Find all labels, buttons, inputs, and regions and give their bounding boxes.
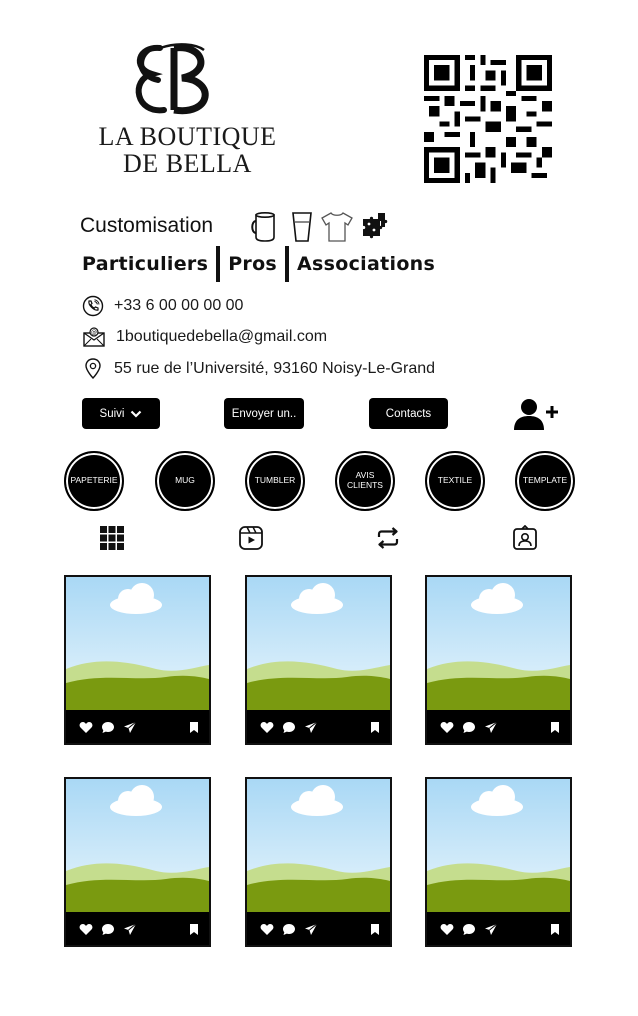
highlight-label: TEXTILE (437, 475, 473, 486)
bookmark-icon[interactable] (189, 721, 199, 734)
post-image (247, 577, 390, 710)
post-image (247, 779, 390, 912)
post-card[interactable] (64, 575, 211, 745)
highlight-textile[interactable] (425, 451, 485, 511)
heart-icon[interactable] (79, 721, 93, 734)
mug-icon (250, 211, 284, 243)
highlight-tumbler[interactable] (245, 451, 305, 511)
highlight-label: TEMPLATE (522, 475, 568, 486)
grid-icon[interactable] (99, 525, 125, 551)
highlight-label: PAPETERIE (70, 475, 118, 486)
share-icon[interactable] (123, 923, 137, 936)
post-card[interactable] (64, 777, 211, 947)
post-action-bar (247, 710, 390, 745)
tshirt-icon (320, 210, 354, 244)
message-button-label: Envoyer un.. (231, 407, 297, 420)
comment-icon[interactable] (462, 721, 476, 734)
heart-icon[interactable] (260, 923, 274, 936)
email-icon (82, 326, 106, 348)
post-card[interactable] (245, 777, 392, 947)
post-image (427, 779, 570, 912)
highlight-papeterie[interactable] (64, 451, 124, 511)
post-card[interactable] (425, 777, 572, 947)
phone-number: +33 6 00 00 00 00 (114, 297, 244, 314)
share-icon[interactable] (123, 721, 137, 734)
share-icon[interactable] (304, 721, 318, 734)
post-action-bar (66, 710, 209, 745)
post-action-bar (247, 912, 390, 947)
category-particuliers[interactable]: Particuliers (82, 253, 209, 275)
highlight-label: MUG (175, 475, 195, 486)
postal-address: 55 rue de l’Université, 93160 Noisy-Le-Grand (114, 360, 436, 377)
comment-icon[interactable] (462, 923, 476, 936)
share-icon[interactable] (304, 923, 318, 936)
brand-name-line-1: LA BOUTIQUE (98, 122, 277, 151)
brand-name-line-2: DE BELLA (123, 149, 252, 178)
post-action-bar (66, 912, 209, 947)
share-icon[interactable] (484, 721, 498, 734)
bookmark-icon[interactable] (550, 923, 560, 936)
address-row[interactable] (82, 357, 435, 381)
post-image (427, 577, 570, 710)
location-pin-icon (82, 357, 104, 381)
heart-icon[interactable] (440, 923, 454, 936)
post-action-bar (427, 710, 570, 745)
highlight-template[interactable] (515, 451, 575, 511)
follow-button-label: Suivi (99, 407, 125, 420)
highlight-label: AVIS (355, 470, 375, 481)
svg-text:@: @ (91, 329, 97, 336)
bookmark-icon[interactable] (370, 923, 380, 936)
glass-icon (290, 210, 314, 244)
contacts-button[interactable] (370, 399, 447, 428)
comment-icon[interactable] (101, 923, 115, 936)
post-card[interactable] (245, 575, 392, 745)
bookmark-icon[interactable] (550, 721, 560, 734)
reels-icon[interactable] (238, 525, 264, 551)
heart-icon[interactable] (440, 721, 454, 734)
heart-icon[interactable] (260, 721, 274, 734)
comment-icon[interactable] (282, 923, 296, 936)
category-bar (82, 246, 443, 282)
puzzle-icon (360, 211, 390, 243)
add-user-icon[interactable] (512, 396, 560, 434)
phone-row[interactable] (82, 295, 243, 317)
post-card[interactable] (425, 575, 572, 745)
message-button[interactable] (225, 399, 303, 428)
post-image (66, 577, 209, 710)
repost-icon[interactable] (375, 525, 401, 551)
highlight-avis-clients[interactable] (335, 451, 395, 511)
email-row[interactable] (82, 326, 327, 348)
category-associations[interactable]: Associations (297, 253, 436, 275)
category-pros[interactable]: Pros (228, 253, 278, 275)
follow-button[interactable] (83, 399, 159, 428)
phone-icon (82, 295, 104, 317)
post-image (66, 779, 209, 912)
post-action-bar (427, 912, 570, 947)
email-address: 1boutiquedebella@gmail.com (116, 328, 328, 345)
highlight-mug[interactable] (155, 451, 215, 511)
contacts-button-label: Contacts (385, 407, 432, 420)
heart-icon[interactable] (79, 923, 93, 936)
highlight-label-line-2: CLIENTS (347, 480, 383, 490)
bookmark-icon[interactable] (370, 721, 380, 734)
tagged-icon[interactable] (512, 525, 538, 551)
qr-code (424, 55, 552, 183)
bookmark-icon[interactable] (189, 923, 199, 936)
share-icon[interactable] (484, 923, 498, 936)
comment-icon[interactable] (282, 721, 296, 734)
customisation-icons (250, 210, 390, 244)
monogram-logo (118, 40, 228, 120)
highlight-label: TUMBLER (254, 475, 296, 486)
chevron-down-icon (130, 409, 142, 419)
customisation-label: Customisation (80, 214, 214, 237)
comment-icon[interactable] (101, 721, 115, 734)
